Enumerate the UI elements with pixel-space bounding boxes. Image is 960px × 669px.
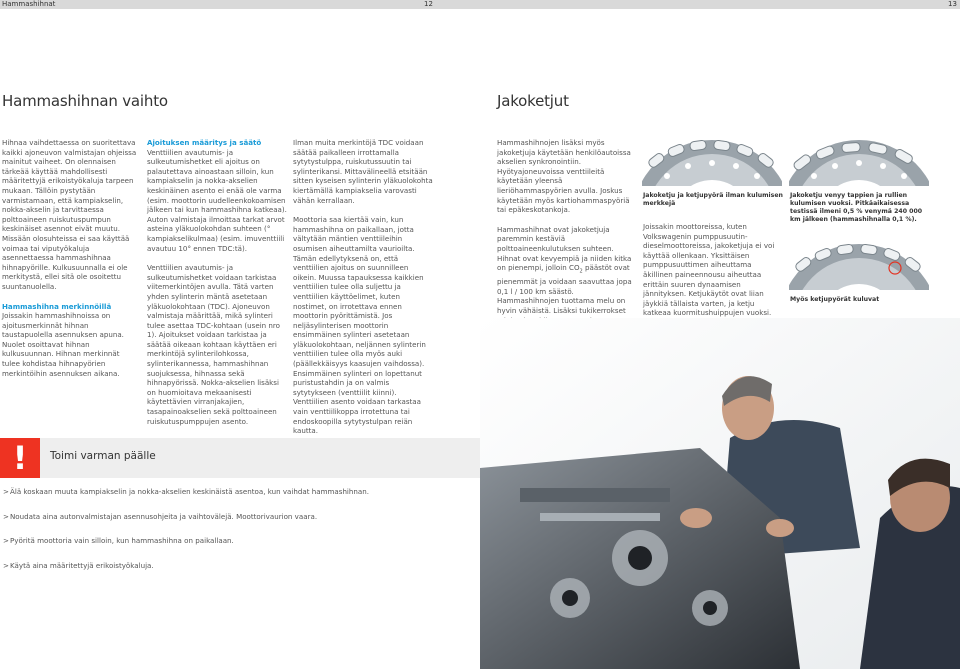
warning-title: Toimi varman päälle: [50, 450, 156, 462]
paragraph: Hihnaa vaihdettaessa on suoritettava kaikki ajoneuvon valmistajan ohjeissa mainitut vaiheet. On olennaisen tärkeää käyttää mahdollisesti määritettyjä erikoistyökaluja tarpeen mukaan. Tällöin pystytään varmistamaan, että kampiakselin, nokka-akselin ja tarvittaessa polttoaineen ruiskutuspumpun keskinäiset asennot eivät muutu. Missään olosuhteissa ei saa käyttää voimaa tai viputyökaluja asennettaessa hammashihnaa hihnapyörille. Kulkusuunnalla ei ole merkitystä, ellei sitä ole osoitettu suuntanuolella.: [2, 138, 137, 291]
paragraph: Joissakin moottoreissa, kuten Volkswagenin pumppusuutin-dieselmoottoreissa, jakoketjuja ei voi käyttää ollenkaan. Yksittäisen pumppusuuttimen aiheuttama äkillinen paineennousu aiheuttaa erittäin suuren dynaamisen jännityksen. Ketjukäytöt ovat liian jäykkiä tällaista varten, ja ketju katkeaa kuormitushuippujen vuoksi.: [643, 222, 775, 318]
sprocket-illustration: [642, 138, 782, 186]
list-item: > Noudata aina autonvalmistajan asennusohjeita ja vaihtovälejä. Moottorivaurion vaara.: [0, 511, 490, 522]
warning-icon: !: [0, 438, 40, 478]
page-title-right: Jakoketjut: [497, 92, 569, 110]
text-column-5: [643, 222, 783, 328]
subheading: Hammashihna merkinnöillä: [2, 301, 112, 311]
photo-illustration: [480, 318, 960, 669]
subheading: Ajoituksen määritys ja säätö: [147, 138, 262, 147]
paragraph: Venttiilien avautumis- ja sulkeutumishetket voidaan tarkistaa viitemerkintöjen avulla. Tätä varten yhden sylinterin mäntä asetetaan yläkuolokohtaan (TDC). Ajoneuvon valmistaja määrittää, mikä sylinteri tulee asettaa TDC-kohtaan (usein nro 1). Ajoitukset voidaan tarkistaa ja säätää oikeaan kohtaan käyttäen eri merkintöjä sylinterilohkossa, sylinterikannessa, hammashihnan suojuksessa, hihnassa sekä hihnapyörissä. Nokka-akselien lisäksi on huomioitava mekaanisesti käytettävien virranjakajien, tasapainoakselien sekä polttoaineen ruiskutuspumppujen asento.: [147, 263, 281, 426]
paragraph: Moottoria saa kiertää vain, kun hammashihna on paikallaan, jotta vältytään mäntien venttiileihin osumisen aiheuttamilta vaurioilta. Tämän edellytyksenä on, että venttiilien ajoitus on suunnilleen oikein. Muussa tapauksessa kaikkien venttiilien tulee olla suljettu ja venttiilien käyttöelimet, kuten nostimet, on irrotettava ennen moottorin pyörittämistä. Jos neljäsylinterisen moottorin ensimmäinen sylinteri asetetaan yläkuolokohtaan, neljännen sylinterin venttiilien tulee olla myös auki (päällekkäisyys kaasujen vaihdossa). Ensimmäinen sylinteri on lopettanut puristustahdin ja on valmis sytytykseen (venttiilit kiinni). Venttiilien asento voidaan tarkastaa vain venttiilikoppa irrotettuna tai endoskoopilla sytytystulpan reiän kautta.: [293, 215, 426, 436]
warning-list: [0, 486, 490, 584]
chain-sprocket-image-stretched: [789, 138, 929, 186]
figure-caption: Jakoketju ja ketjupyörä ilman kulumisen merkkejä: [643, 192, 783, 207]
chain-sprocket-image-new: [642, 138, 782, 186]
sprocket-illustration: [789, 238, 929, 290]
figure-caption: Myös ketjupyörät kuluvat: [790, 296, 880, 303]
text-column-3: [293, 138, 433, 446]
page-number-left: 12: [424, 0, 433, 8]
list-item: > Käytä aina määritettyjä erikoistyökaluja.: [0, 560, 490, 571]
paragraph: Venttiilien avautumis- ja sulkeutumishetket eli ajoitus on palautettava ainoastaan silloin, kun kampiakselin ja nokka-akselien keskinäinen asento ei enää ole varma (esim. moottorin uudelleenkokoamisen jälkeen tai kun hammashihna katkeaa). Auton valmistaja ilmoittaa tarkat arvot asteina yläkuolokohdan suhteen (° kampiakselikulmaa) (esim. imuventtiili avautuu 10° ennen TDC:tä).: [147, 147, 287, 253]
list-item: > Pyöritä moottoria vain silloin, kun hammashihna on paikallaan.: [0, 535, 490, 546]
page-number-right: 13: [948, 0, 957, 8]
paragraph: Hammashihnat ovat jakoketjuja paremmin kestäviä polttoaineenkulutuksen suhteen. Hihnat ovat kevyempiä ja niiden kitka on pienempi, jolloin $CO_2$ päästöt ovat pienemmät ja voidaan saavuttaa jopa 0,1 l / 100 km säästö. Hammashihnojen tuottama melu on hyvin vähäistä. Lisäksi tukikerrokset: [497, 224, 632, 315]
page-title-left: Hammashihnan vaihto: [2, 92, 168, 110]
paragraph: Ilman muita merkintöjä TDC voidaan säätää paikalleen irrottamalla sytytystulppa, ruiskutussuutin tai sylinterikansi. Mittavälineellä etsitään sitten kyseisen sylinterin yläkuolokohta kiertämällä kampiakselia varovasti vähän kerrallaan.: [293, 138, 433, 205]
chain-sprocket-image-worn: [789, 238, 929, 290]
running-title: Hammashihnat: [2, 0, 56, 8]
mechanic-engine-photo: [480, 318, 960, 669]
paragraph: Joissakin hammashihnoissa on ajoitusmerkinnät hihnan taustapuolella asennuksen apuna. Nuolet osoittavat hihnan kulkusuunnan. Hihnan merkinnät tulee kohdistaa hihnapyörien merkintöihin asennuksen aikana.: [2, 311, 124, 378]
paragraph: Hammashihnojen lisäksi myös jakoketjuja käytetään henkilöautoissa akselien synkronointiin. Hyötyajoneuvoissa venttiileitä käytetään yleensä lieriöhammaspyörien avulla. Joskus käytetään myös kartiohammaspyöriä tai epäkeskotankoja.: [497, 138, 631, 215]
figure-caption: Jakoketju venyy tappien ja rullien kulumisen vuoksi. Pitkäaikaisessa testissä ilmeni 0,5 % venymä 240 000 km jälkeen (hammashihnalla 0,1 %).: [790, 192, 923, 223]
header-bar: [0, 0, 960, 9]
text-column-1: [2, 138, 137, 388]
list-item: > Älä koskaan muuta kampiakselin ja nokka-akselien keskinäistä asentoa, kun vaihdat hammashihnan.: [0, 486, 490, 497]
sprocket-illustration: [789, 138, 929, 186]
text-column-2: [147, 138, 287, 436]
